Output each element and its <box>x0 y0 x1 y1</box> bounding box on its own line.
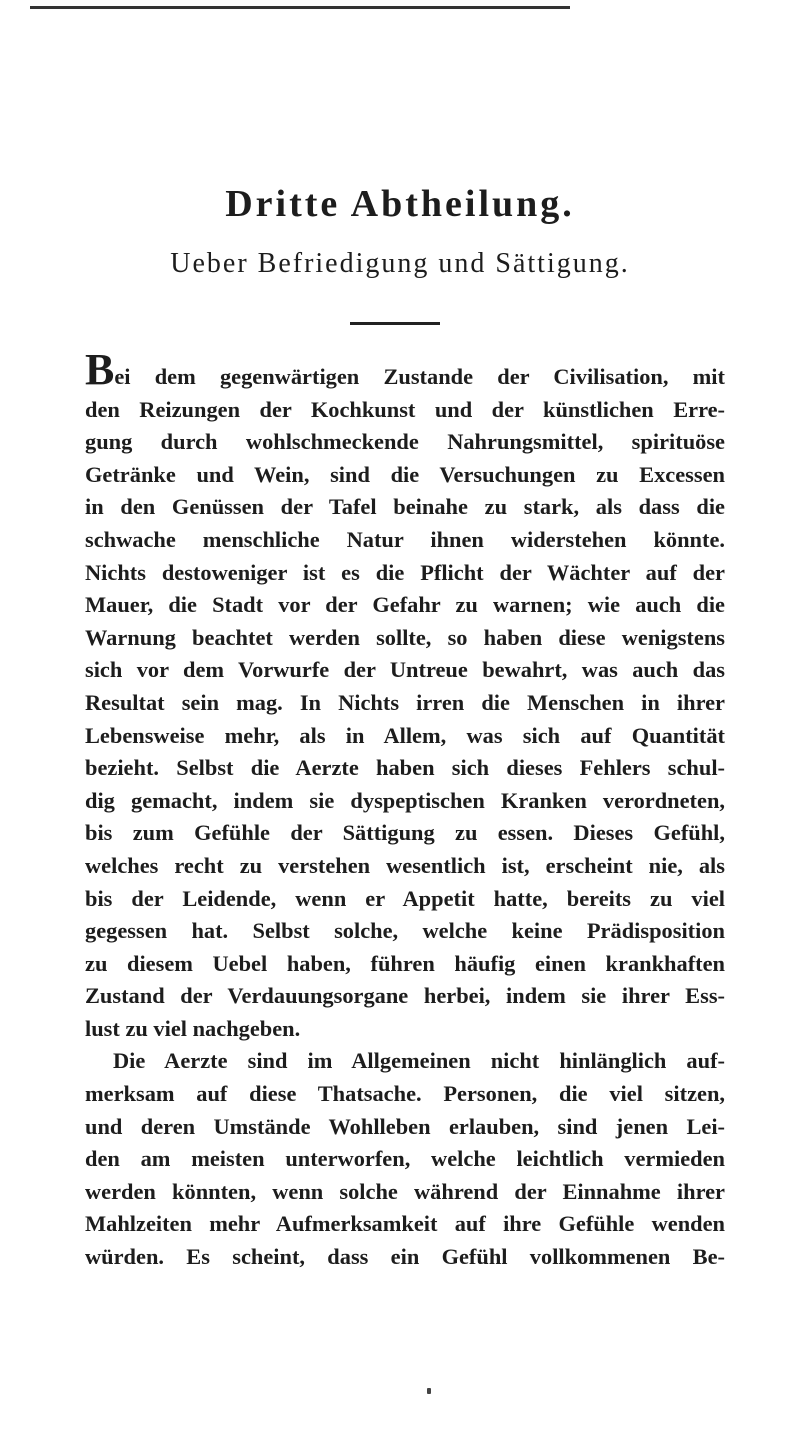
body-text <box>85 345 725 1274</box>
text-line: gung durch wohlschmeckende Nahrungsmittel, spirituöse <box>85 429 725 455</box>
text-line: Nichts destoweniger ist es die Pflicht der Wächter auf der <box>85 559 725 585</box>
text-line: merksam auf diese Thatsache. Personen, die viel sitzen, <box>85 1081 725 1107</box>
drop-initial: B <box>85 345 115 394</box>
text-line: Mauer, die Stadt vor der Gefahr zu warnen; wie auch die <box>85 592 725 618</box>
text-line: und deren Umstände Wohlleben erlauben, sind jenen Lei- <box>85 1113 725 1139</box>
text-line: Mahlzeiten mehr Aufmerksamkeit auf ihre Gefühle wenden <box>85 1211 725 1237</box>
text-line: lust zu viel nachgeben. <box>85 1015 301 1041</box>
text-line: welches recht zu verstehen wesentlich ist, erscheint nie, als <box>85 852 725 878</box>
page-mark <box>427 1388 431 1394</box>
section-title: Dritte Abtheilung. <box>225 183 575 225</box>
text-line: Getränke und Wein, sind die Versuchungen zu Excessen <box>85 461 725 487</box>
section-subtitle: Ueber Befriedigung und Sättigung. <box>170 248 630 279</box>
text-line: würden. Es scheint, dass ein Gefühl vollkommenen Be- <box>85 1244 725 1270</box>
title-divider <box>350 322 440 325</box>
text-line: Resultat sein mag. In Nichts irren die Menschen in ihrer <box>85 689 725 715</box>
text-line: Warnung beachtet werden sollte, so haben diese wenigstens <box>85 624 725 650</box>
text-line: den Reizungen der Kochkunst und der künstlichen Erre- <box>85 396 725 422</box>
text-line: bis der Leidende, wenn er Appetit hatte, bereits zu viel <box>85 885 725 911</box>
text-line: dig gemacht, indem sie dyspeptischen Kranken verordneten, <box>85 787 725 813</box>
text-line: gegessen hat. Selbst solche, welche keine Prädisposition <box>85 918 725 944</box>
text-line: zu diesem Uebel haben, führen häufig einen krankhaften <box>85 950 725 976</box>
text-line: Die Aerzte sind im Allgemeinen nicht hinlänglich auf- <box>113 1048 725 1074</box>
top-rule <box>30 6 570 9</box>
text-line: Bei dem gegenwärtigen Zustande der Civilisation, mit <box>85 345 725 394</box>
text-line: in den Genüssen der Tafel beinahe zu stark, als dass die <box>85 494 725 520</box>
text-line: werden könnten, wenn solche während der Einnahme ihrer <box>85 1178 725 1204</box>
text-line: sich vor dem Vorwurfe der Untreue bewahrt, was auch das <box>85 657 725 683</box>
text-line: schwache menschliche Natur ihnen widerstehen könnte. <box>85 526 725 552</box>
text-line: bezieht. Selbst die Aerzte haben sich dieses Fehlers schul- <box>85 755 725 781</box>
text-line: bis zum Gefühle der Sättigung zu essen. Dieses Gefühl, <box>85 820 725 846</box>
text-line: Zustand der Verdauungsorgane herbei, indem sie ihrer Ess- <box>85 983 725 1009</box>
text-line: den am meisten unterworfen, welche leichtlich vermieden <box>85 1146 725 1172</box>
text-line: Lebensweise mehr, als in Allem, was sich auf Quantität <box>85 722 725 748</box>
